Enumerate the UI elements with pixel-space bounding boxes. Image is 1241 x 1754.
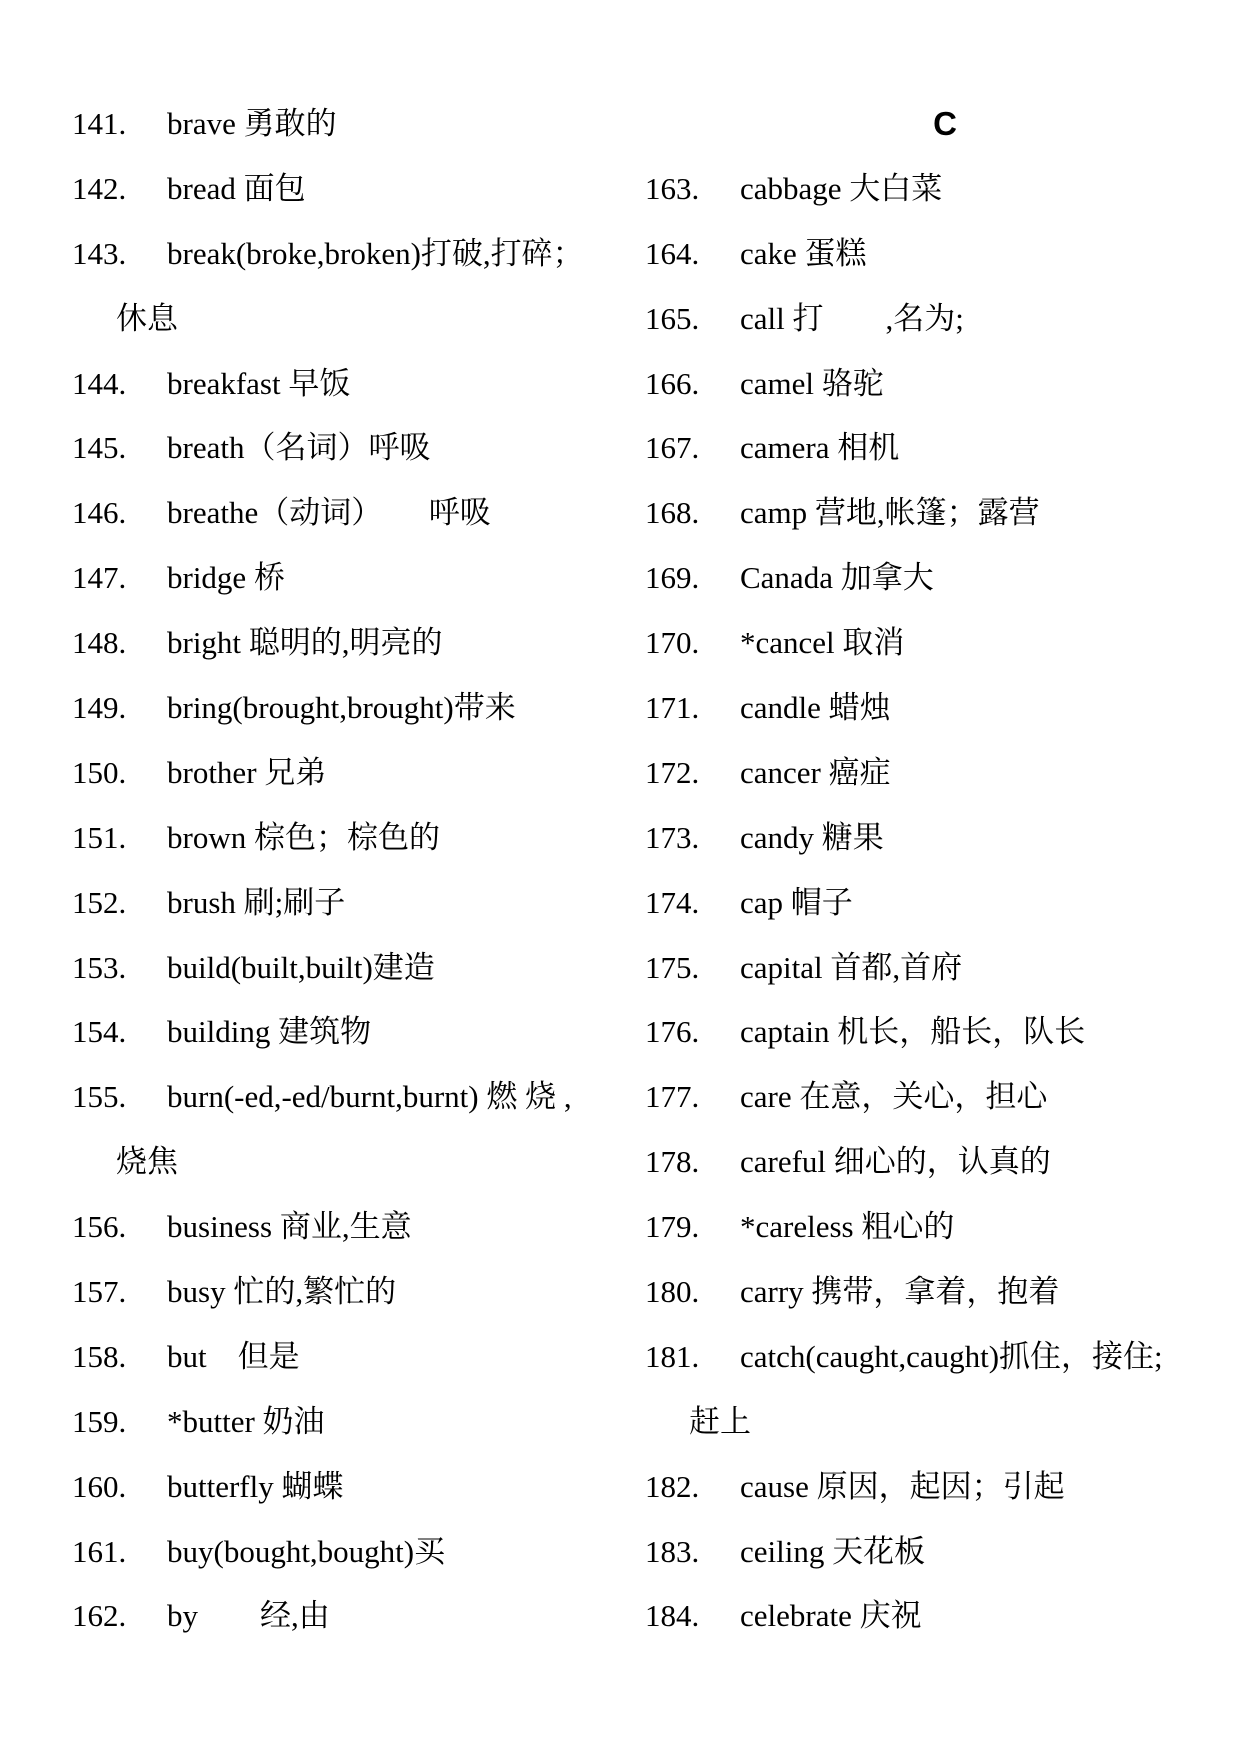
entry-text: camel 骆驼	[740, 365, 884, 401]
entry-text: camp 营地,帐篷；露营	[740, 495, 1040, 531]
entry-number: 174.	[645, 884, 700, 920]
entry-number: 173.	[645, 819, 700, 855]
entry-number: 144.	[72, 365, 127, 401]
left-column	[72, 92, 612, 1649]
vocab-entry	[72, 676, 612, 741]
entry-text: breakfast 早饭	[167, 365, 351, 401]
vocab-entry	[72, 1260, 612, 1325]
entry-text: Canada 加拿大	[740, 560, 934, 596]
entry-number: 172.	[645, 754, 700, 790]
entry-number: 169.	[645, 560, 700, 596]
entry-text: *careless 粗心的	[740, 1209, 955, 1245]
entry-continuation: 休息	[116, 300, 178, 336]
entry-number: 167.	[645, 430, 700, 466]
vocab-entry	[72, 1325, 612, 1390]
entry-number: 157.	[72, 1274, 127, 1310]
vocab-entry	[72, 936, 612, 1001]
vocab-entry	[72, 1195, 612, 1260]
entry-text: cap 帽子	[740, 884, 853, 920]
entry-number: 152.	[72, 884, 127, 920]
entry-number: 175.	[645, 949, 700, 985]
vocab-entry	[645, 1195, 1205, 1260]
vocab-entry	[645, 1065, 1205, 1130]
entry-text: brave 勇敢的	[167, 106, 337, 141]
entry-text: business 商业,生意	[167, 1209, 412, 1245]
vocab-entry	[645, 1455, 1205, 1520]
vocab-entry	[645, 1584, 1205, 1649]
vocab-entry	[72, 1000, 612, 1065]
entry-continuation: 赶上	[689, 1403, 751, 1439]
vocab-entry	[645, 157, 1205, 222]
entry-number: 158.	[72, 1338, 127, 1374]
right-column	[645, 92, 1205, 1649]
entry-number: 181.	[645, 1338, 700, 1374]
vocab-entry	[645, 806, 1205, 871]
entry-text: bridge 桥	[167, 560, 285, 596]
vocab-entry	[645, 871, 1205, 936]
entry-text: carry 携带，拿着，抱着	[740, 1274, 1060, 1310]
entry-text: brush 刷;刷子	[167, 884, 346, 920]
entry-number: 142.	[72, 170, 127, 206]
entry-text: breathe（动词） 呼吸	[167, 495, 491, 531]
entry-text: cause 原因，起因；引起	[740, 1468, 1065, 1504]
entry-number: 146.	[72, 495, 127, 531]
entry-text: call 打 ,名为;	[740, 300, 964, 336]
vocab-entry	[72, 1065, 612, 1130]
entry-text: *butter 奶油	[167, 1403, 325, 1439]
entry-number: 176.	[645, 1014, 700, 1050]
entry-text: cabbage 大白菜	[740, 170, 943, 206]
entry-number: 155.	[72, 1079, 127, 1115]
entry-number: 149.	[72, 690, 127, 726]
vocab-entry	[72, 611, 612, 676]
entry-number: 143.	[72, 235, 127, 271]
entry-text: candle 蜡烛	[740, 690, 891, 726]
entry-continuation: 烧焦	[116, 1144, 178, 1180]
entry-number: 153.	[72, 949, 127, 985]
entry-text: breath（名词）呼吸	[167, 430, 431, 466]
entry-text: bring(brought,brought)带来	[167, 690, 516, 726]
entry-number: 162.	[72, 1598, 127, 1634]
entry-number: 141.	[72, 106, 127, 141]
vocab-entry	[645, 222, 1205, 287]
section-heading-c: C	[933, 105, 957, 142]
vocab-entry	[645, 1260, 1205, 1325]
entry-text: capital 首都,首府	[740, 949, 963, 985]
entry-text: *cancel 取消	[740, 625, 905, 661]
entry-text: buy(bought,bought)买	[167, 1533, 446, 1569]
vocab-entry	[645, 1000, 1205, 1065]
entry-number: 145.	[72, 430, 127, 466]
vocab-entry	[645, 287, 1205, 352]
entry-number: 154.	[72, 1014, 127, 1050]
entry-text: bright 聪明的,明亮的	[167, 625, 443, 661]
entry-number: 184.	[645, 1598, 700, 1634]
entry-number: 178.	[645, 1144, 700, 1180]
vocab-entry	[645, 481, 1205, 546]
vocab-entry	[72, 481, 612, 546]
entry-text: break(broke,broken)打破,打碎；	[167, 235, 584, 271]
vocab-entry	[645, 936, 1205, 1001]
vocab-entry	[72, 1520, 612, 1585]
entry-text: building 建筑物	[167, 1014, 372, 1050]
vocab-entry	[72, 546, 612, 611]
entry-number: 182.	[645, 1468, 700, 1504]
entry-number: 177.	[645, 1079, 700, 1115]
entry-text: candy 糖果	[740, 819, 884, 855]
vocab-entry	[72, 416, 612, 481]
entry-text: cancer 癌症	[740, 754, 891, 790]
vocab-entry	[72, 157, 612, 222]
entry-number: 179.	[645, 1209, 700, 1245]
vocab-entry	[645, 1520, 1205, 1585]
entry-number: 147.	[72, 560, 127, 596]
entry-text: bread 面包	[167, 170, 306, 206]
vocab-entry	[72, 871, 612, 936]
vocab-entry	[72, 1390, 612, 1455]
entry-number: 168.	[645, 495, 700, 531]
entry-text: catch(caught,caught)抓住，接住;	[740, 1338, 1163, 1374]
entry-text: busy 忙的,繁忙的	[167, 1274, 397, 1310]
vocab-entry	[645, 1130, 1205, 1195]
vocab-entry	[645, 546, 1205, 611]
entry-number: 156.	[72, 1209, 127, 1245]
entry-text: brown 棕色；棕色的	[167, 819, 440, 855]
entry-text: camera 相机	[740, 430, 900, 466]
entry-text: ceiling 天花板	[740, 1533, 926, 1569]
vocab-entry	[72, 741, 612, 806]
vocab-entry	[645, 741, 1205, 806]
entry-text: careful 细心的，认真的	[740, 1144, 1051, 1180]
entry-number: 163.	[645, 170, 700, 206]
vocab-entry	[645, 416, 1205, 481]
vocab-entry	[645, 352, 1205, 417]
vocab-entry	[72, 222, 612, 287]
entry-number: 151.	[72, 819, 127, 855]
entry-number: 166.	[645, 365, 700, 401]
entry-number: 150.	[72, 754, 127, 790]
entry-text: butterfly 蝴蝶	[167, 1468, 344, 1504]
entry-number: 164.	[645, 235, 700, 271]
vocab-entry	[72, 1455, 612, 1520]
entry-text: celebrate 庆祝	[740, 1598, 922, 1634]
entry-number: 159.	[72, 1403, 127, 1439]
entry-number: 180.	[645, 1274, 700, 1310]
vocab-entry	[645, 611, 1205, 676]
entry-text: brother 兄弟	[167, 754, 327, 790]
entry-text: build(built,built)建造	[167, 949, 435, 985]
entry-number: 160.	[72, 1468, 127, 1504]
entry-number: 183.	[645, 1533, 700, 1569]
entry-number: 170.	[645, 625, 700, 661]
vocab-entry	[72, 92, 612, 157]
vocab-entry	[645, 1325, 1205, 1390]
entry-text: care 在意，关心，担心	[740, 1079, 1048, 1115]
entry-text: burn(-ed,-ed/burnt,burnt) 燃 烧 ,	[167, 1079, 572, 1115]
entry-text: by 经,由	[167, 1598, 330, 1634]
vocab-entry	[645, 676, 1205, 741]
entry-number: 171.	[645, 690, 700, 726]
vocab-entry	[72, 1584, 612, 1649]
entry-number: 165.	[645, 300, 700, 336]
entry-text: captain 机长，船长，队长	[740, 1014, 1086, 1050]
entry-number: 148.	[72, 625, 127, 661]
vocab-entry	[72, 806, 612, 871]
entry-text: but 但是	[167, 1338, 300, 1374]
entry-text: cake 蛋糕	[740, 235, 867, 271]
vocab-entry	[72, 352, 612, 417]
entry-number: 161.	[72, 1533, 127, 1569]
